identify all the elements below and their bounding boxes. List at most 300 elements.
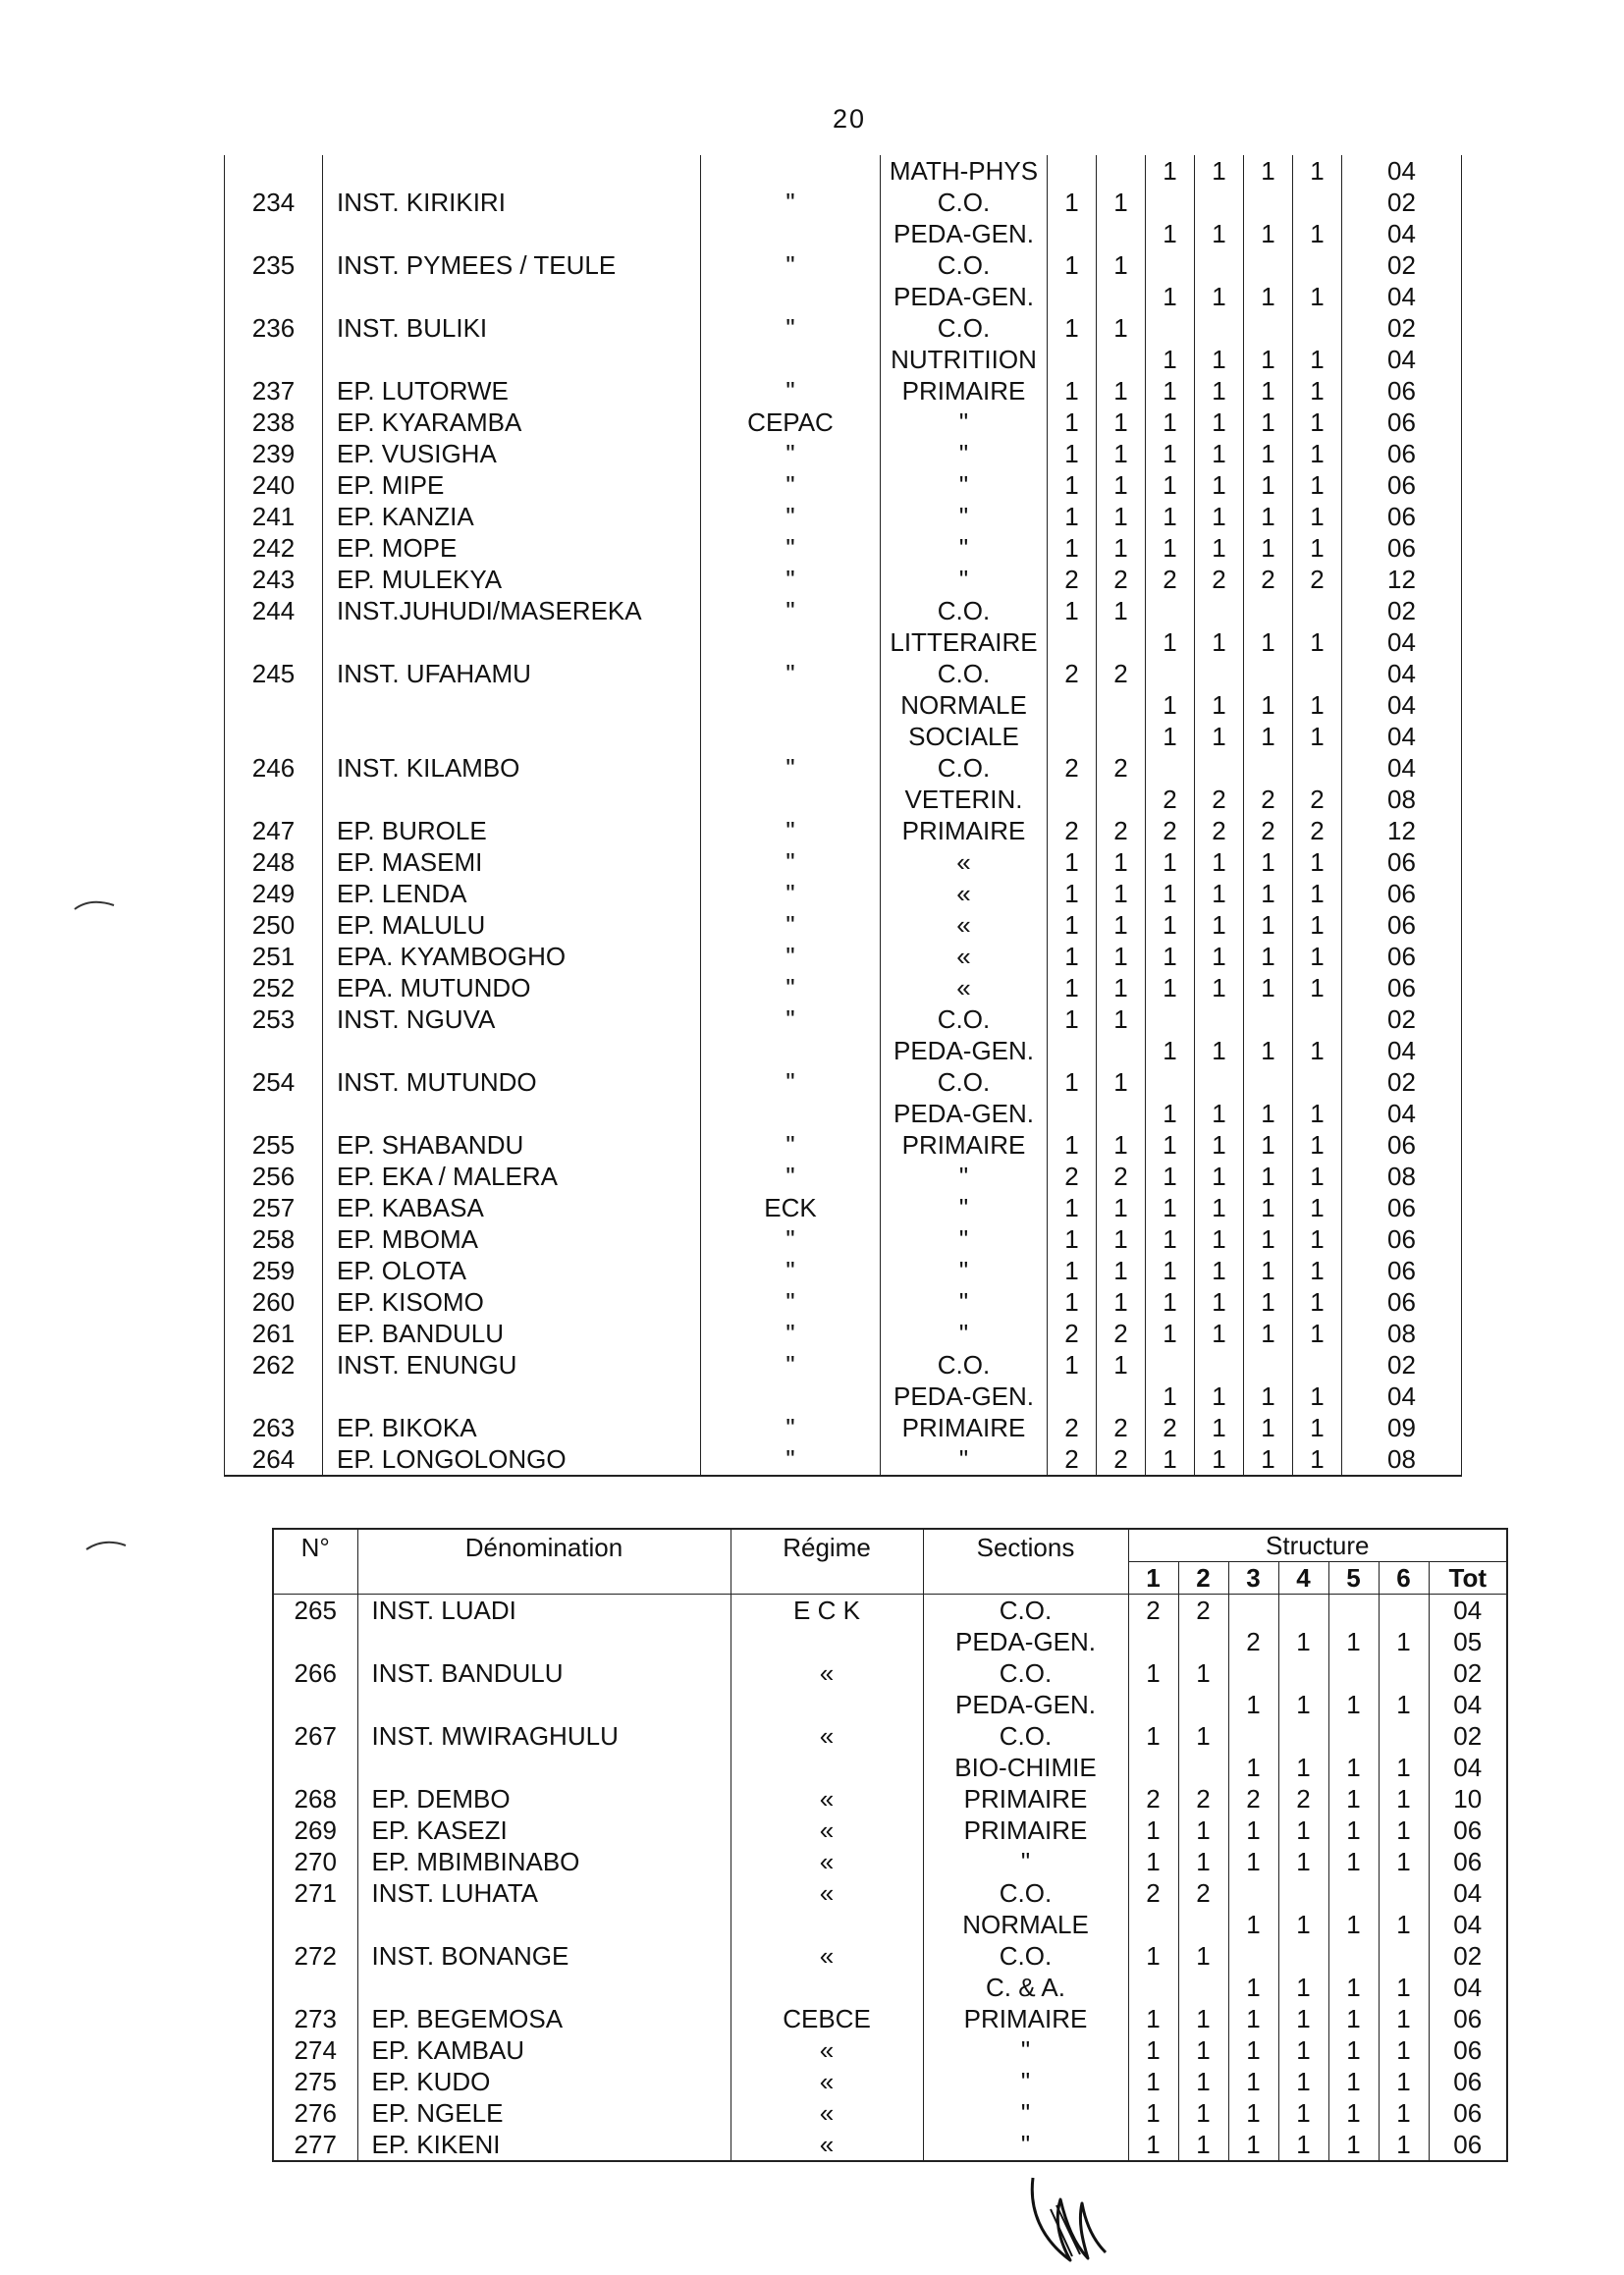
regime-cell: " — [701, 438, 881, 469]
section-cell: LITTERAIRE — [881, 626, 1048, 658]
structure-level-1: 1 — [1048, 846, 1097, 878]
school-name — [357, 1972, 731, 2003]
structure-level-4: 1 — [1195, 406, 1244, 438]
school-name: EP. MIPE — [323, 469, 701, 501]
structure-level-6: 1 — [1293, 721, 1342, 752]
regime-cell: " — [701, 1161, 881, 1192]
structure-level-2 — [1097, 281, 1146, 312]
structure-level-5: 1 — [1328, 2003, 1379, 2034]
table-row — [225, 281, 1462, 312]
structure-level-3: 1 — [1146, 1035, 1195, 1066]
table-row — [273, 1752, 1507, 1783]
school-name — [323, 1098, 701, 1129]
total-cell: 05 — [1429, 1626, 1507, 1657]
structure-level-5: 1 — [1244, 909, 1293, 941]
regime-cell: " — [701, 564, 881, 595]
school-name — [323, 344, 701, 375]
table-row — [225, 469, 1462, 501]
structure-level-4: 1 — [1195, 941, 1244, 972]
structure-level-2: 2 — [1097, 1412, 1146, 1443]
structure-level-3: 1 — [1146, 1286, 1195, 1318]
section-cell: PEDA-GEN. — [881, 1381, 1048, 1412]
structure-level-1: 1 — [1048, 595, 1097, 626]
structure-level-1: 1 — [1048, 1066, 1097, 1098]
row-number — [273, 1626, 357, 1657]
regime-cell: " — [701, 1003, 881, 1035]
structure-level-1: 1 — [1128, 1846, 1178, 1877]
structure-level-1: 1 — [1048, 249, 1097, 281]
structure-level-4: 1 — [1195, 532, 1244, 564]
section-cell: " — [881, 1161, 1048, 1192]
structure-level-2: 1 — [1097, 878, 1146, 909]
structure-level-2: 1 — [1097, 532, 1146, 564]
structure-level-2 — [1097, 218, 1146, 249]
regime-cell — [701, 721, 881, 752]
structure-level-5: 1 — [1328, 1783, 1379, 1815]
header-num: N° — [273, 1529, 357, 1595]
structure-level-6: 1 — [1293, 1286, 1342, 1318]
table-row — [273, 1909, 1507, 1940]
school-name: EP. BEGEMOSA — [357, 2003, 731, 2034]
total-cell: 04 — [1342, 658, 1462, 689]
table-row — [273, 2129, 1507, 2161]
school-name: INST. BULIKI — [323, 312, 701, 344]
section-cell: C.O. — [881, 1066, 1048, 1098]
row-number — [225, 784, 323, 815]
section-cell: " — [881, 406, 1048, 438]
structure-level-1: 1 — [1128, 1940, 1178, 1972]
structure-level-6 — [1379, 1657, 1429, 1689]
table-row — [273, 1595, 1507, 1627]
structure-level-1: 1 — [1128, 2003, 1178, 2034]
structure-level-2: 1 — [1097, 1349, 1146, 1381]
structure-level-1: 2 — [1128, 1595, 1178, 1627]
header-name: Dénomination — [357, 1529, 731, 1595]
row-number: 267 — [273, 1720, 357, 1752]
section-cell: C.O. — [881, 312, 1048, 344]
structure-level-3: 1 — [1228, 2034, 1278, 2066]
table-row — [273, 2066, 1507, 2097]
structure-level-3: 1 — [1228, 1689, 1278, 1720]
structure-level-3 — [1146, 249, 1195, 281]
structure-level-6: 1 — [1379, 2129, 1429, 2161]
total-cell: 04 — [1342, 1381, 1462, 1412]
page-number: 20 — [833, 104, 867, 134]
total-cell: 06 — [1429, 2129, 1507, 2161]
header-level-2: 2 — [1178, 1562, 1228, 1595]
total-cell: 06 — [1342, 375, 1462, 406]
row-number: 243 — [225, 564, 323, 595]
structure-level-4: 1 — [1195, 155, 1244, 187]
regime-cell: ECK — [701, 1192, 881, 1223]
structure-level-2: 1 — [1178, 2066, 1228, 2097]
structure-level-5 — [1244, 1349, 1293, 1381]
row-number: 242 — [225, 532, 323, 564]
structure-level-2: 1 — [1097, 1003, 1146, 1035]
school-name: EP. KASEZI — [357, 1815, 731, 1846]
section-cell: PRIMAIRE — [881, 815, 1048, 846]
row-number: 252 — [225, 972, 323, 1003]
structure-level-1 — [1048, 784, 1097, 815]
table-row — [225, 1161, 1462, 1192]
structure-level-2: 1 — [1097, 1192, 1146, 1223]
structure-level-1: 2 — [1048, 1443, 1097, 1476]
total-cell: 08 — [1342, 784, 1462, 815]
structure-level-4: 2 — [1195, 564, 1244, 595]
regime-cell — [701, 689, 881, 721]
table-row — [225, 1098, 1462, 1129]
regime-cell: " — [701, 658, 881, 689]
structure-level-4 — [1278, 1595, 1328, 1627]
regime-cell — [701, 1381, 881, 1412]
structure-level-6: 1 — [1379, 1752, 1429, 1783]
structure-level-4: 1 — [1278, 1626, 1328, 1657]
section-cell: C.O. — [881, 658, 1048, 689]
structure-level-2: 1 — [1097, 469, 1146, 501]
row-number: 259 — [225, 1255, 323, 1286]
structure-level-3: 1 — [1146, 1223, 1195, 1255]
table-row — [225, 1349, 1462, 1381]
section-cell: NORMALE — [881, 689, 1048, 721]
structure-level-6: 1 — [1293, 344, 1342, 375]
structure-level-2: 1 — [1178, 2034, 1228, 2066]
structure-level-5: 1 — [1244, 689, 1293, 721]
structure-level-5 — [1244, 1003, 1293, 1035]
total-cell: 06 — [1342, 1255, 1462, 1286]
regime-cell: " — [701, 1223, 881, 1255]
regime-cell: " — [701, 1286, 881, 1318]
school-name: EP. KAMBAU — [357, 2034, 731, 2066]
structure-level-4: 1 — [1195, 438, 1244, 469]
structure-level-6 — [1293, 187, 1342, 218]
structure-level-4 — [1195, 1066, 1244, 1098]
structure-level-1: 1 — [1048, 406, 1097, 438]
structure-level-1 — [1128, 1626, 1178, 1657]
structure-level-4: 2 — [1278, 1783, 1328, 1815]
school-name: INST. KILAMBO — [323, 752, 701, 784]
regime-cell: " — [701, 501, 881, 532]
section-cell: « — [881, 878, 1048, 909]
total-cell: 04 — [1342, 344, 1462, 375]
structure-level-5: 2 — [1244, 784, 1293, 815]
section-cell: BIO-CHIMIE — [923, 1752, 1128, 1783]
table-row — [225, 721, 1462, 752]
structure-level-5: 1 — [1328, 1972, 1379, 2003]
structure-level-3: 1 — [1146, 155, 1195, 187]
row-number: 251 — [225, 941, 323, 972]
regime-cell: " — [701, 1129, 881, 1161]
section-cell: MATH-PHYS — [881, 155, 1048, 187]
structure-level-6 — [1293, 312, 1342, 344]
row-number: 248 — [225, 846, 323, 878]
total-cell: 04 — [1342, 1035, 1462, 1066]
structure-level-1 — [1048, 155, 1097, 187]
regime-cell: « — [731, 1657, 923, 1689]
structure-level-6: 2 — [1293, 815, 1342, 846]
total-cell: 06 — [1342, 406, 1462, 438]
structure-level-5 — [1244, 595, 1293, 626]
structure-level-3: 1 — [1146, 532, 1195, 564]
structure-level-4: 1 — [1195, 721, 1244, 752]
section-cell: C.O. — [923, 1940, 1128, 1972]
structure-level-5 — [1244, 752, 1293, 784]
regime-cell — [701, 626, 881, 658]
total-cell: 12 — [1342, 815, 1462, 846]
section-cell: PRIMAIRE — [923, 2003, 1128, 2034]
structure-level-5: 1 — [1244, 1412, 1293, 1443]
structure-level-1: 2 — [1048, 564, 1097, 595]
school-name: EP. BANDULU — [323, 1318, 701, 1349]
section-cell: " — [923, 2034, 1128, 2066]
structure-level-6 — [1293, 658, 1342, 689]
structure-level-6: 1 — [1379, 1909, 1429, 1940]
structure-level-1 — [1048, 721, 1097, 752]
table-row — [225, 1003, 1462, 1035]
structure-level-3: 1 — [1228, 2129, 1278, 2161]
row-number: 266 — [273, 1657, 357, 1689]
header-level-4: 4 — [1278, 1562, 1328, 1595]
structure-level-6: 1 — [1293, 941, 1342, 972]
row-number: 249 — [225, 878, 323, 909]
structure-level-4: 1 — [1195, 1161, 1244, 1192]
regime-cell — [701, 1098, 881, 1129]
table-row — [225, 532, 1462, 564]
structure-level-2: 1 — [1178, 1815, 1228, 1846]
school-name: EP. SHABANDU — [323, 1129, 701, 1161]
regime-cell: " — [701, 1255, 881, 1286]
structure-level-2: 1 — [1097, 941, 1146, 972]
row-number — [225, 721, 323, 752]
table-row — [225, 218, 1462, 249]
table2-header — [273, 1529, 1507, 1595]
total-cell: 04 — [1342, 752, 1462, 784]
structure-level-1 — [1048, 218, 1097, 249]
structure-level-1: 1 — [1048, 1129, 1097, 1161]
structure-level-2: 1 — [1178, 2097, 1228, 2129]
signature-icon — [1011, 2170, 1119, 2268]
structure-level-4 — [1195, 312, 1244, 344]
structure-level-4: 1 — [1195, 1255, 1244, 1286]
structure-level-1: 1 — [1128, 2034, 1178, 2066]
structure-level-2: 1 — [1097, 1223, 1146, 1255]
row-number: 255 — [225, 1129, 323, 1161]
school-name: EP. KIKENI — [357, 2129, 731, 2161]
structure-level-2: 1 — [1178, 1846, 1228, 1877]
school-name — [323, 784, 701, 815]
structure-level-1 — [1048, 1035, 1097, 1066]
table-row — [225, 878, 1462, 909]
structure-level-6 — [1293, 1066, 1342, 1098]
table-row — [225, 1066, 1462, 1098]
total-cell: 06 — [1429, 2034, 1507, 2066]
structure-level-4: 1 — [1195, 218, 1244, 249]
structure-level-3: 1 — [1228, 1909, 1278, 1940]
structure-level-6: 1 — [1379, 2097, 1429, 2129]
structure-level-3: 1 — [1228, 1752, 1278, 1783]
structure-level-6 — [1293, 1349, 1342, 1381]
structure-level-6: 1 — [1293, 1129, 1342, 1161]
row-number: 257 — [225, 1192, 323, 1223]
school-name: INST. MWIRAGHULU — [357, 1720, 731, 1752]
school-name — [323, 155, 701, 187]
punch-hole-mark-icon — [82, 1536, 132, 1555]
structure-level-1: 2 — [1048, 1318, 1097, 1349]
structure-level-4: 2 — [1195, 815, 1244, 846]
total-cell: 06 — [1429, 2003, 1507, 2034]
structure-level-6: 1 — [1293, 375, 1342, 406]
structure-level-6: 2 — [1293, 564, 1342, 595]
structure-level-1: 1 — [1048, 1192, 1097, 1223]
table-row — [225, 1443, 1462, 1476]
table-row — [225, 187, 1462, 218]
structure-level-3: 1 — [1146, 1381, 1195, 1412]
structure-level-2 — [1178, 1972, 1228, 2003]
section-cell: C.O. — [923, 1720, 1128, 1752]
school-name: EP. MBOMA — [323, 1223, 701, 1255]
structure-level-4: 1 — [1278, 2097, 1328, 2129]
structure-level-1: 1 — [1048, 941, 1097, 972]
structure-level-3: 1 — [1228, 2003, 1278, 2034]
structure-level-6 — [1293, 752, 1342, 784]
structure-level-1 — [1128, 1972, 1178, 2003]
section-cell: C.O. — [881, 249, 1048, 281]
structure-level-3: 2 — [1146, 815, 1195, 846]
section-cell: PEDA-GEN. — [881, 218, 1048, 249]
table-row — [273, 1657, 1507, 1689]
schools-table — [272, 1528, 1508, 2162]
table-row — [225, 1223, 1462, 1255]
total-cell: 02 — [1429, 1720, 1507, 1752]
structure-level-5: 1 — [1328, 1626, 1379, 1657]
structure-level-3: 1 — [1146, 438, 1195, 469]
structure-level-4: 2 — [1195, 784, 1244, 815]
school-name: EP. MOPE — [323, 532, 701, 564]
school-name: INST. BONANGE — [357, 1940, 731, 1972]
school-name: EP. LUTORWE — [323, 375, 701, 406]
section-cell: C.O. — [923, 1877, 1128, 1909]
structure-level-2: 1 — [1097, 846, 1146, 878]
structure-level-5: 1 — [1244, 1161, 1293, 1192]
structure-level-2: 1 — [1178, 2129, 1228, 2161]
structure-level-2: 1 — [1097, 406, 1146, 438]
regime-cell: « — [731, 1846, 923, 1877]
school-name: INST. UFAHAMU — [323, 658, 701, 689]
row-number — [225, 1381, 323, 1412]
structure-level-4: 1 — [1278, 1846, 1328, 1877]
structure-level-4: 1 — [1195, 626, 1244, 658]
structure-level-4: 1 — [1195, 1129, 1244, 1161]
regime-cell — [701, 784, 881, 815]
regime-cell: " — [701, 312, 881, 344]
section-cell: " — [881, 1318, 1048, 1349]
structure-level-5 — [1244, 658, 1293, 689]
structure-level-5: 1 — [1244, 1129, 1293, 1161]
structure-level-2: 2 — [1097, 1443, 1146, 1476]
total-cell: 04 — [1429, 1595, 1507, 1627]
structure-level-3: 2 — [1146, 784, 1195, 815]
structure-level-6: 1 — [1293, 1223, 1342, 1255]
regime-cell: CEPAC — [701, 406, 881, 438]
table-row — [225, 846, 1462, 878]
school-name: INST. ENUNGU — [323, 1349, 701, 1381]
structure-level-1: 1 — [1128, 1657, 1178, 1689]
structure-level-1 — [1048, 689, 1097, 721]
structure-level-6: 1 — [1379, 2066, 1429, 2097]
structure-level-1: 2 — [1128, 1877, 1178, 1909]
total-cell: 04 — [1342, 1098, 1462, 1129]
table-row — [225, 375, 1462, 406]
total-cell: 06 — [1429, 2066, 1507, 2097]
structure-level-4 — [1195, 752, 1244, 784]
row-number: 277 — [273, 2129, 357, 2161]
total-cell: 06 — [1342, 878, 1462, 909]
school-name: EP. NGELE — [357, 2097, 731, 2129]
structure-level-2: 2 — [1097, 1161, 1146, 1192]
structure-level-4: 1 — [1278, 2066, 1328, 2097]
structure-level-3: 1 — [1146, 626, 1195, 658]
table-row — [225, 1381, 1462, 1412]
structure-level-2 — [1097, 344, 1146, 375]
total-cell: 06 — [1342, 941, 1462, 972]
row-number: 254 — [225, 1066, 323, 1098]
regime-cell: " — [701, 815, 881, 846]
section-cell: « — [881, 941, 1048, 972]
total-cell: 04 — [1342, 626, 1462, 658]
structure-level-3: 2 — [1228, 1783, 1278, 1815]
school-name: EP. MULEKYA — [323, 564, 701, 595]
structure-level-2 — [1178, 1909, 1228, 1940]
structure-level-4: 1 — [1278, 1752, 1328, 1783]
structure-level-5: 1 — [1328, 2034, 1379, 2066]
total-cell: 04 — [1429, 1877, 1507, 1909]
structure-level-6: 1 — [1293, 626, 1342, 658]
structure-level-5: 1 — [1244, 155, 1293, 187]
section-cell: " — [923, 2097, 1128, 2129]
structure-level-1: 1 — [1048, 375, 1097, 406]
structure-level-6: 1 — [1379, 1972, 1429, 2003]
structure-level-2: 1 — [1097, 1129, 1146, 1161]
structure-level-2: 1 — [1097, 375, 1146, 406]
structure-level-1 — [1048, 1381, 1097, 1412]
structure-level-6: 1 — [1293, 689, 1342, 721]
section-cell: PEDA-GEN. — [923, 1626, 1128, 1657]
table-row — [225, 501, 1462, 532]
structure-level-4 — [1195, 187, 1244, 218]
table-row — [225, 752, 1462, 784]
regime-cell: " — [701, 846, 881, 878]
structure-level-5: 1 — [1328, 1846, 1379, 1877]
structure-level-5 — [1328, 1657, 1379, 1689]
table-row — [225, 1192, 1462, 1223]
structure-level-6 — [1379, 1877, 1429, 1909]
section-cell: C. & A. — [923, 1972, 1128, 2003]
table-row — [225, 564, 1462, 595]
section-cell: C.O. — [881, 187, 1048, 218]
table-row — [225, 815, 1462, 846]
regime-cell — [701, 1035, 881, 1066]
structure-level-4: 1 — [1195, 501, 1244, 532]
structure-level-2: 2 — [1097, 752, 1146, 784]
structure-level-5: 2 — [1244, 815, 1293, 846]
section-cell: C.O. — [881, 1349, 1048, 1381]
regime-cell: " — [701, 1066, 881, 1098]
structure-level-5: 1 — [1244, 375, 1293, 406]
total-cell: 02 — [1342, 312, 1462, 344]
structure-level-3 — [1146, 595, 1195, 626]
section-cell: PEDA-GEN. — [881, 1098, 1048, 1129]
total-cell: 04 — [1342, 281, 1462, 312]
structure-level-5 — [1328, 1595, 1379, 1627]
